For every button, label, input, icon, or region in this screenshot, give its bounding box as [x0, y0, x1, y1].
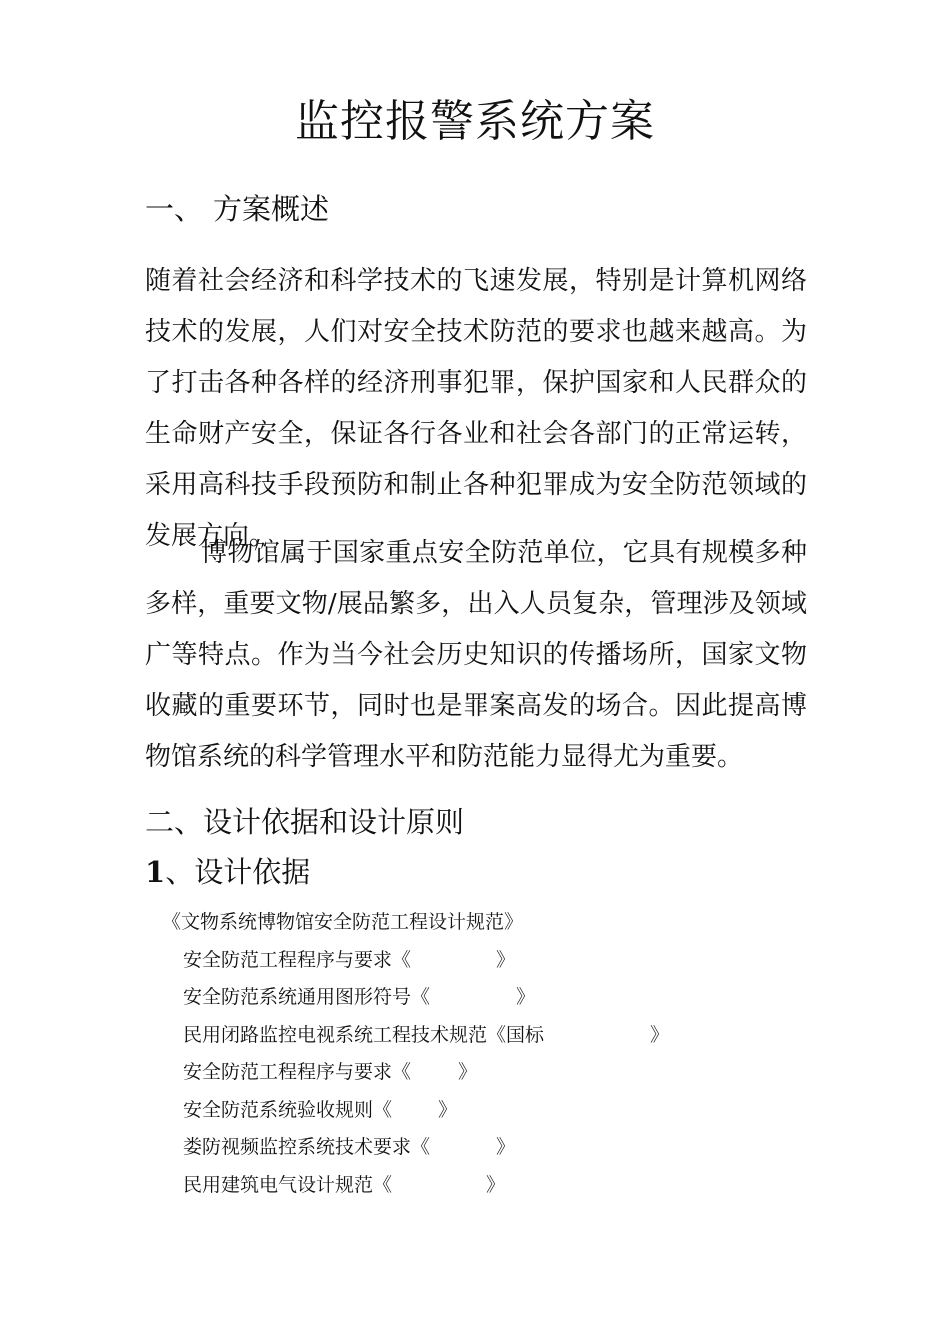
- reference-text: 民用建筑电气设计规范《: [183, 1173, 393, 1196]
- reference-text: 安全防范系统验收规则《: [183, 1098, 393, 1121]
- reference-text: 娄防视频监控系统技术要求《: [183, 1136, 431, 1158]
- subsection-heading-basis: [145, 852, 310, 892]
- reference-item: [0, 1054, 950, 1092]
- reference-item: [0, 979, 950, 1017]
- subsection-title: 、设计依据: [165, 855, 311, 889]
- reference-text: 安全防范系统通用图形符号《: [183, 986, 431, 1008]
- overview-paragraph-1: 随着社会经济和科学技术的飞速发展，特别是计算机网络技术的发展，人们对安全技术防范的要求也越来越高。为了打击各种各样的经济刑事犯罪，保护国家和人民群众的生命财产安全，保证各行各业和社会各部门的正常运转，采用高科技手段预防和制止各种犯罪成为安全防范领域的发展方向。: [145, 266, 807, 551]
- reference-close-bracket: 》: [438, 1098, 458, 1121]
- reference-close-bracket: 》: [458, 1061, 478, 1083]
- reference-item: [0, 904, 950, 942]
- reference-text: 安全防范工程程序与要求《: [183, 948, 412, 971]
- reference-close-bracket: 》: [650, 1023, 670, 1046]
- reference-close-bracket: 》: [516, 986, 536, 1008]
- section-title: 方案概述: [213, 192, 330, 226]
- subsection-number: 1: [145, 855, 166, 889]
- reference-text: 安全防范工程程序与要求《: [183, 1061, 412, 1083]
- reference-list: [0, 904, 950, 1204]
- reference-item: [0, 1017, 950, 1055]
- reference-item: [0, 1092, 950, 1130]
- document-title: 监控报警系统方案: [295, 96, 655, 147]
- section-heading-overview: [145, 189, 329, 229]
- reference-item: [0, 1129, 950, 1167]
- reference-text: 民用闭路监控电视系统工程技术规范《国标: [183, 1023, 545, 1046]
- reference-close-bracket: 》: [496, 948, 516, 971]
- section-heading-design: 二、设计依据和设计原则: [145, 805, 465, 839]
- reference-close-bracket: 》: [496, 1136, 516, 1158]
- section-number: 一、: [145, 192, 204, 226]
- reference-item: [0, 942, 950, 980]
- overview-paragraph-2: 博物馆属于国家重点安全防范单位，它具有规模多种多样，重要文物/展品繁多，出入人员复杂，管理涉及领域广等特点。作为当今社会历史知识的传播场所，国家文物收藏的重要环节，同时也是罪案高发的场合。因此提高博物馆系统的科学管理水平和防范能力显得尤为重要。: [145, 538, 807, 772]
- reference-close-bracket: 》: [486, 1173, 506, 1196]
- reference-text: 《文物系统博物馆安全防范工程设计规范》: [162, 911, 524, 933]
- reference-item: [0, 1167, 950, 1205]
